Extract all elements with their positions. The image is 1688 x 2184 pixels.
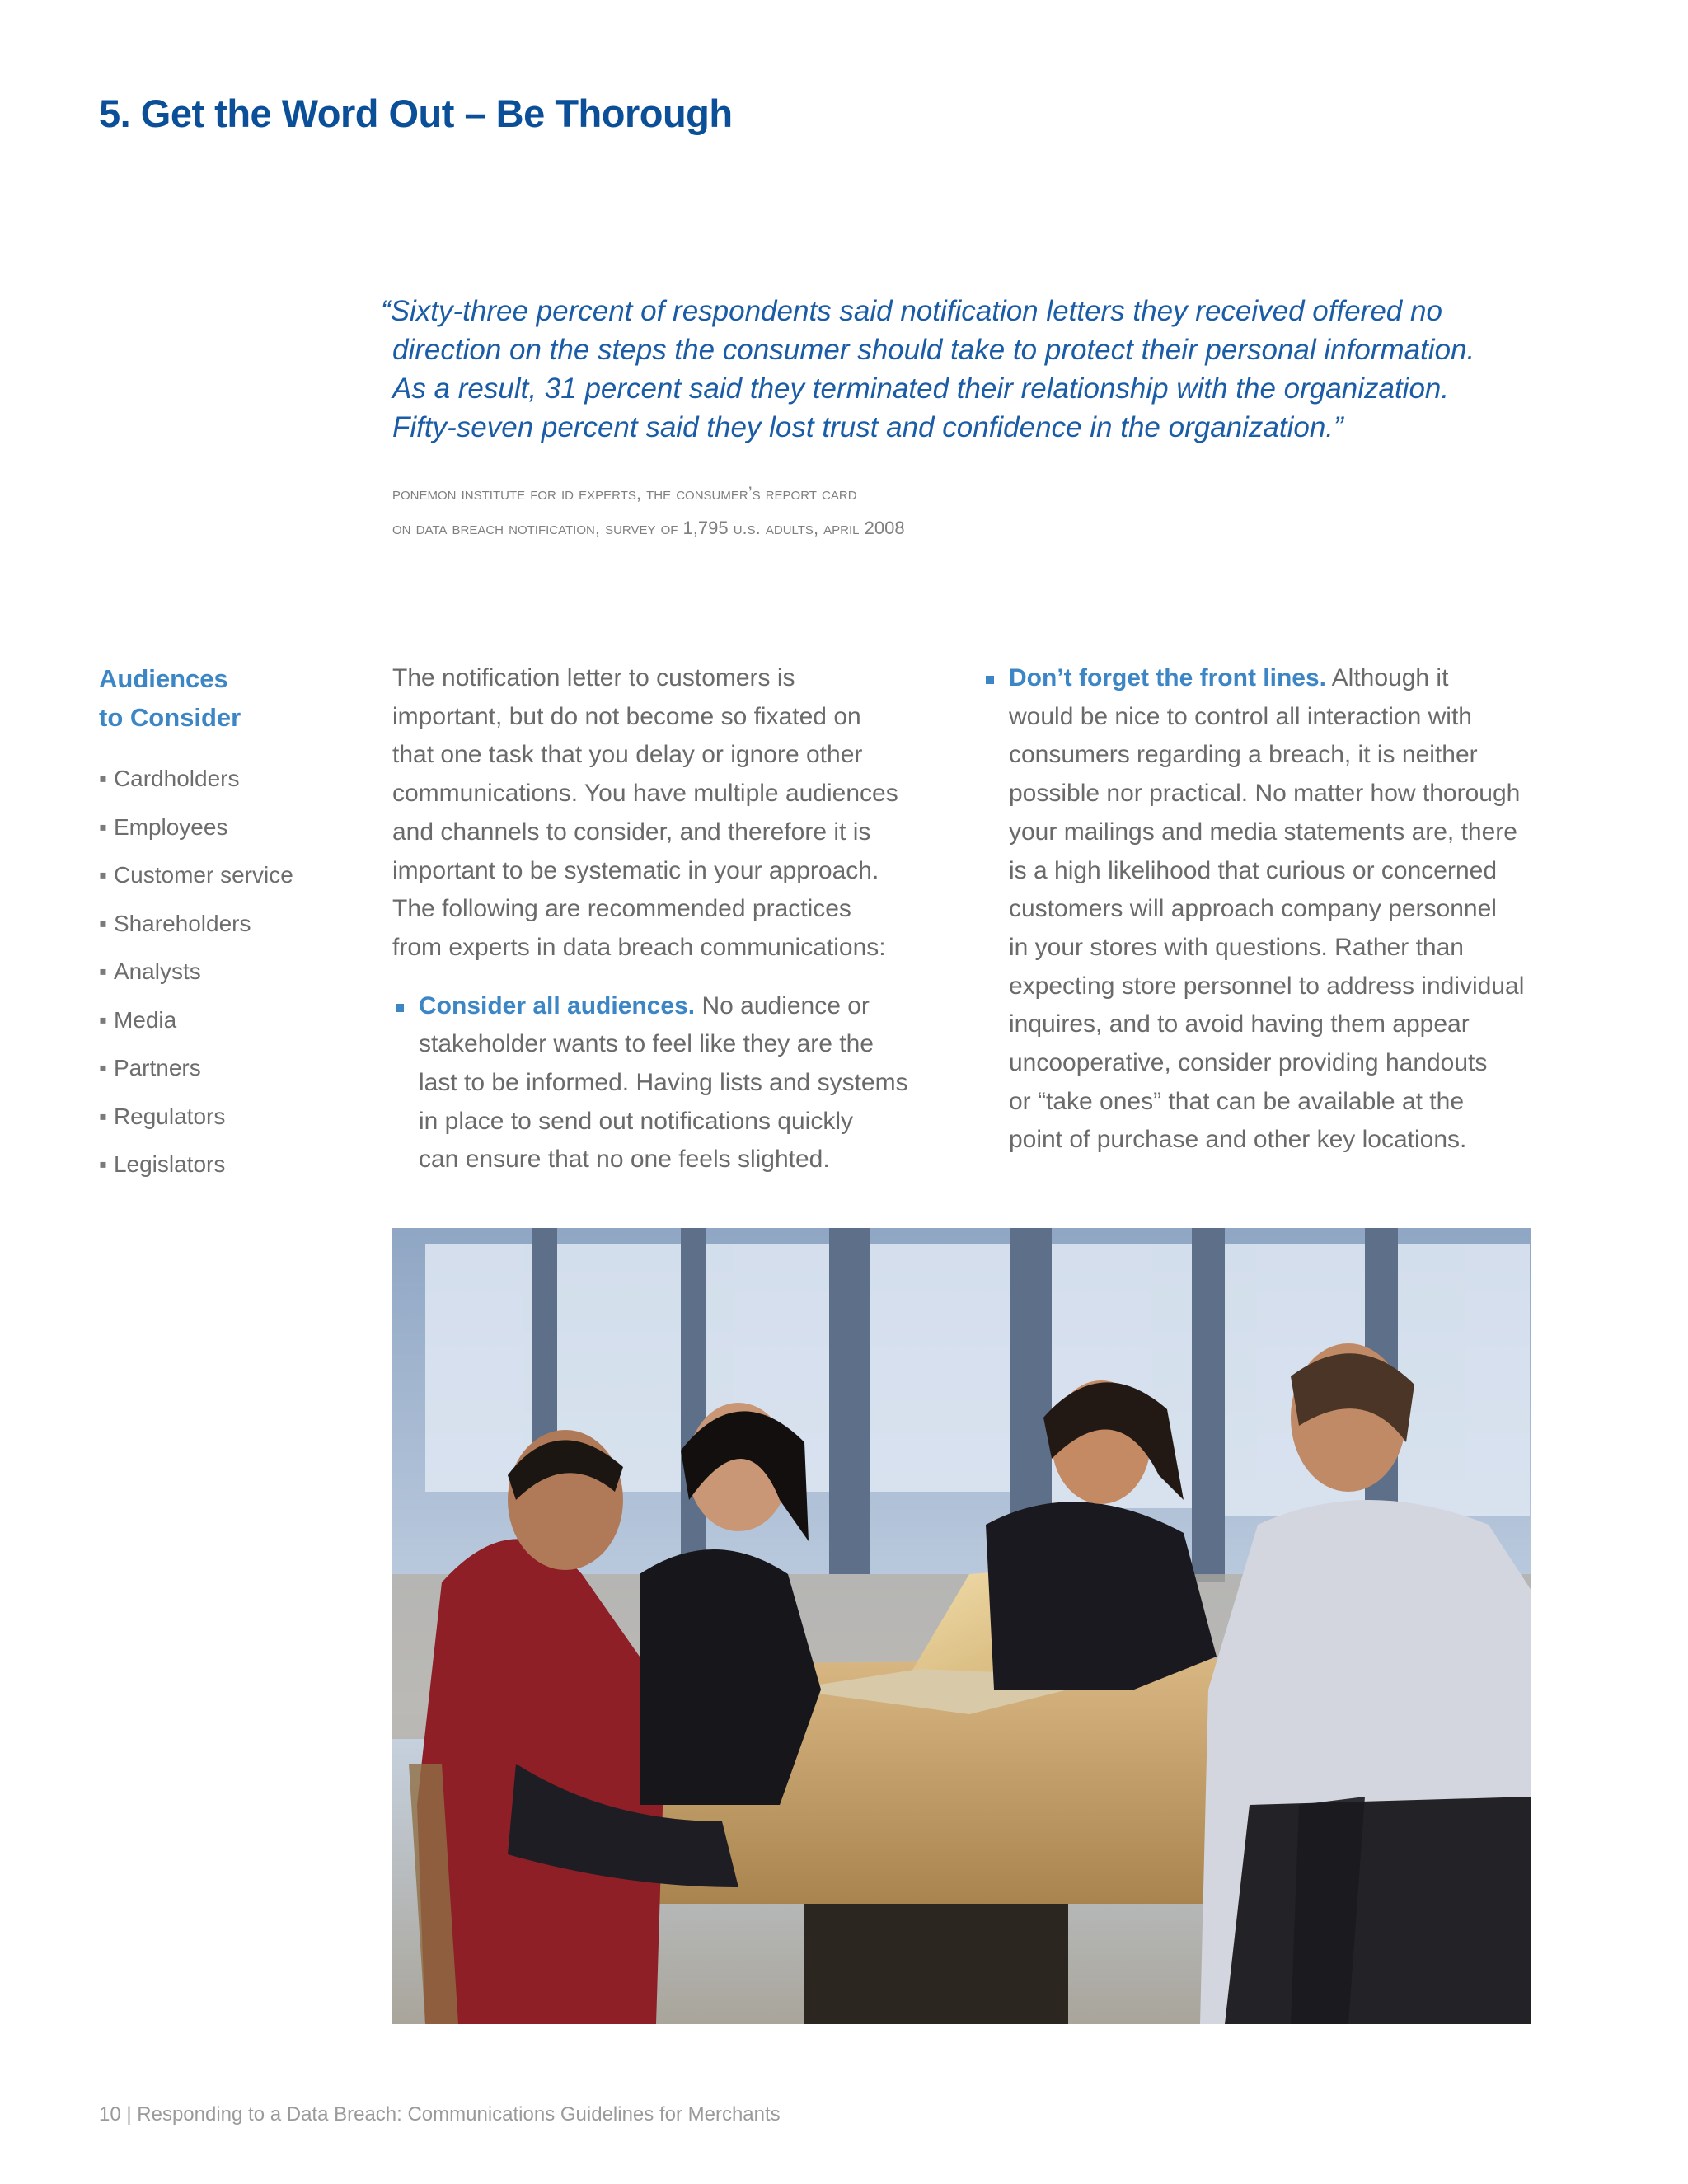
bullet-text: No audience or — [695, 991, 870, 1019]
text-line: in your stores with questions. Rather than — [1009, 933, 1464, 961]
text-line: important, but do not become so fixated on — [392, 702, 861, 730]
text-line: in place to send out notifications quickly — [419, 1107, 853, 1135]
pull-quote — [381, 292, 1475, 447]
meeting-photo — [392, 1228, 1531, 2024]
body-column-right — [982, 659, 1559, 1160]
text-line: and channels to consider, and therefore it is — [392, 818, 871, 846]
text-line: that one task that you delay or ignore other — [392, 741, 863, 769]
quote-line: direction on the steps the consumer should take to protect their personal information. — [392, 334, 1475, 366]
text-line: can ensure that no one feels slighted. — [419, 1146, 830, 1174]
bullet-square-icon — [396, 1004, 404, 1012]
list-item: ▪ Customer service — [99, 851, 346, 900]
quote-line: Fifty-seven percent said they lost trust and confidence in the organization.” — [392, 411, 1343, 443]
text-line: important to be systematic in your approach. — [392, 856, 879, 884]
bullet-text: Although it — [1325, 664, 1449, 691]
sidebar-heading — [99, 659, 346, 737]
list-item: ▪ Regulators — [99, 1093, 346, 1141]
text-line: would be nice to control all interaction with — [1009, 702, 1472, 730]
text-line — [1009, 659, 1559, 698]
list-item: ▪ Partners — [99, 1044, 346, 1093]
text-line: expecting store personnel to address individual — [1009, 972, 1525, 1000]
body-column-left — [392, 659, 953, 1179]
quote-source-line: on data breach notification, survey of 1,795 u.s. adults, april 2008 — [392, 518, 905, 538]
bullet-square-icon — [986, 676, 994, 684]
text-line: from experts in data breach communications: — [392, 933, 886, 961]
list-item: ▪ Legislators — [99, 1141, 346, 1189]
text-line: possible nor practical. No matter how thorough — [1009, 780, 1521, 808]
bullet-title: Don’t forget the front lines. — [1009, 664, 1326, 691]
quote-source-line: ponemon institute for id experts, the consumer’s report card — [392, 483, 857, 504]
text-line: uncooperative, consider providing handouts — [1009, 1049, 1488, 1077]
text-line: stakeholder wants to feel like they are the — [419, 1030, 874, 1058]
quote-line: As a result, 31 percent said they terminated their relationship with the organization. — [392, 373, 1450, 405]
list-item: ▪ Employees — [99, 804, 346, 852]
text-line: inquires, and to avoid having them appear — [1009, 1010, 1470, 1038]
text-line: customers will approach company personnel — [1009, 895, 1497, 923]
sidebar-heading-line: Audiences — [99, 664, 228, 693]
intro-paragraph — [392, 659, 953, 968]
bullet-consider-all-audiences — [392, 987, 953, 1180]
sidebar-heading-line: to Consider — [99, 703, 241, 732]
audiences-sidebar — [99, 659, 346, 1189]
list-item: ▪ Media — [99, 996, 346, 1045]
bullet-front-lines — [982, 659, 1559, 1160]
text-line: The notification letter to customers is — [392, 664, 795, 691]
text-line — [419, 987, 953, 1026]
page-footer: 10 | Responding to a Data Breach: Communications Guidelines for Merchants — [99, 2103, 781, 2125]
text-line: consumers regarding a breach, it is neither — [1009, 741, 1478, 769]
page-title: 5. Get the Word Out – Be Thorough — [99, 91, 733, 135]
bullet-title: Consider all audiences. — [419, 991, 696, 1019]
text-line: point of purchase and other key locations. — [1009, 1126, 1467, 1154]
list-item: ▪ Cardholders — [99, 755, 346, 804]
text-line: communications. You have multiple audiences — [392, 780, 898, 808]
text-line: last to be informed. Having lists and systems — [419, 1069, 908, 1097]
text-line: is a high likelihood that curious or concerned — [1009, 856, 1498, 884]
list-item: ▪ Analysts — [99, 948, 346, 996]
text-line: or “take ones” that can be available at the — [1009, 1087, 1465, 1115]
quote-line: “Sixty-three percent of respondents said notification letters they received offered no — [381, 295, 1442, 327]
text-line: your mailings and media statements are, there — [1009, 818, 1517, 846]
audience-list — [99, 755, 346, 1189]
text-line: The following are recommended practices — [392, 895, 851, 923]
quote-source — [392, 476, 905, 546]
list-item: ▪ Shareholders — [99, 900, 346, 949]
